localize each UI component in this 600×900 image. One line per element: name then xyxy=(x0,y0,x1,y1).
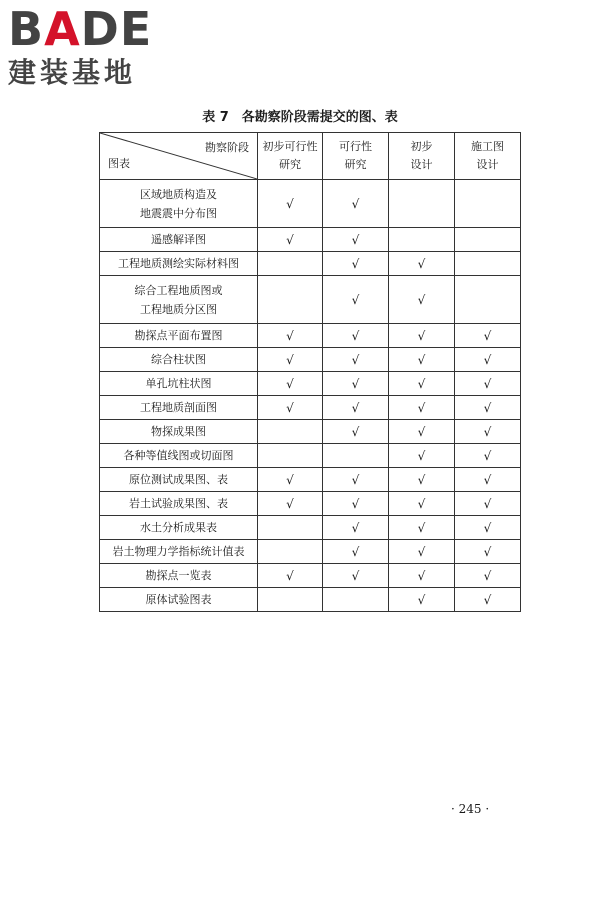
check-cell xyxy=(258,588,323,612)
check-cell: √ xyxy=(389,516,455,540)
table-row xyxy=(100,228,521,252)
corner-stage-label: 勘察阶段 xyxy=(205,141,249,154)
row-label xyxy=(100,468,258,492)
table-row xyxy=(100,324,521,348)
check-cell: √ xyxy=(389,348,455,372)
check-cell: √ xyxy=(389,396,455,420)
check-cell: √ xyxy=(389,372,455,396)
check-cell: √ xyxy=(258,396,323,420)
check-cell: √ xyxy=(389,276,455,324)
check-cell xyxy=(389,180,455,228)
check-cell: √ xyxy=(323,228,389,252)
check-cell: √ xyxy=(323,180,389,228)
table-row xyxy=(100,564,521,588)
check-cell: √ xyxy=(258,180,323,228)
check-cell: √ xyxy=(323,276,389,324)
check-cell xyxy=(258,444,323,468)
check-cell: √ xyxy=(258,372,323,396)
check-cell: √ xyxy=(323,348,389,372)
row-label-line: 岩土物理力学指标统计值表 xyxy=(112,545,245,558)
row-label xyxy=(100,420,258,444)
table-row xyxy=(100,252,521,276)
check-cell: √ xyxy=(323,540,389,564)
logo-wordmark: BADE xyxy=(8,2,153,56)
stage-header xyxy=(323,133,389,180)
table-row xyxy=(100,516,521,540)
check-cell: √ xyxy=(455,396,521,420)
check-cell xyxy=(323,444,389,468)
check-cell: √ xyxy=(455,420,521,444)
row-label xyxy=(100,588,258,612)
check-cell: √ xyxy=(258,564,323,588)
row-label-line: 原体试验图表 xyxy=(145,593,212,606)
row-label-line: 综合工程地质图或 xyxy=(134,283,223,297)
check-cell xyxy=(258,252,323,276)
row-label-line: 原位测试成果图、表 xyxy=(129,473,228,486)
row-label xyxy=(100,396,258,420)
row-label-line: 遥感解译图 xyxy=(151,233,206,246)
row-label-line: 工程地质分区图 xyxy=(140,302,217,316)
table-row xyxy=(100,540,521,564)
check-cell: √ xyxy=(389,444,455,468)
table-row xyxy=(100,396,521,420)
check-cell: √ xyxy=(455,492,521,516)
row-label xyxy=(100,228,258,252)
row-label xyxy=(100,276,258,324)
check-cell: √ xyxy=(389,252,455,276)
check-cell: √ xyxy=(323,516,389,540)
check-cell xyxy=(389,228,455,252)
row-label xyxy=(100,372,258,396)
check-cell: √ xyxy=(323,468,389,492)
table-row xyxy=(100,468,521,492)
check-cell: √ xyxy=(455,468,521,492)
deliverables-table xyxy=(99,132,521,612)
row-label-line: 工程地质测绘实际材料图 xyxy=(118,257,239,270)
row-label xyxy=(100,444,258,468)
check-cell: √ xyxy=(389,420,455,444)
row-label xyxy=(100,564,258,588)
check-cell xyxy=(258,540,323,564)
check-cell: √ xyxy=(389,540,455,564)
check-cell: √ xyxy=(455,540,521,564)
row-label-line: 区域地质构造及 xyxy=(140,187,217,201)
table-corner-header xyxy=(100,133,258,180)
row-label-line: 各种等值线图或切面图 xyxy=(123,449,234,462)
check-cell: √ xyxy=(258,228,323,252)
check-cell: √ xyxy=(258,468,323,492)
table-row xyxy=(100,348,521,372)
check-cell xyxy=(455,252,521,276)
row-label-line: 岩土试验成果图、表 xyxy=(129,497,228,510)
stage-header-line: 初步可行性 xyxy=(262,140,318,153)
table-row xyxy=(100,444,521,468)
check-cell: √ xyxy=(455,372,521,396)
table-row xyxy=(100,276,521,324)
check-cell: √ xyxy=(389,468,455,492)
check-cell: √ xyxy=(258,348,323,372)
check-cell: √ xyxy=(323,420,389,444)
stage-header-line: 研究 xyxy=(279,158,301,171)
stage-header xyxy=(389,133,455,180)
stage-header-line: 设计 xyxy=(476,158,499,171)
row-label-line: 综合柱状图 xyxy=(151,353,206,366)
table-row xyxy=(100,180,521,228)
check-cell: √ xyxy=(389,588,455,612)
check-cell: √ xyxy=(258,324,323,348)
check-cell: √ xyxy=(455,348,521,372)
check-cell: √ xyxy=(389,324,455,348)
row-label xyxy=(100,516,258,540)
table-row xyxy=(100,588,521,612)
check-cell: √ xyxy=(389,492,455,516)
row-label-line: 单孔坑柱状图 xyxy=(145,377,212,390)
table-row xyxy=(100,420,521,444)
check-cell: √ xyxy=(455,324,521,348)
table-row xyxy=(100,492,521,516)
stage-header-line: 初步 xyxy=(410,140,433,153)
check-cell: √ xyxy=(323,252,389,276)
check-cell: √ xyxy=(323,396,389,420)
check-cell xyxy=(258,276,323,324)
row-label xyxy=(100,540,258,564)
row-label xyxy=(100,348,258,372)
check-cell xyxy=(455,228,521,252)
page-number: · 245 · xyxy=(451,802,490,816)
check-cell: √ xyxy=(389,564,455,588)
row-label-line: 勘探点平面布置图 xyxy=(134,329,223,342)
row-label-line: 水土分析成果表 xyxy=(140,521,217,534)
stage-header xyxy=(455,133,521,180)
check-cell: √ xyxy=(455,444,521,468)
check-cell: √ xyxy=(323,372,389,396)
stage-header-line: 施工图 xyxy=(471,140,504,153)
stage-header-line: 可行性 xyxy=(339,140,372,153)
check-cell xyxy=(455,276,521,324)
stage-header xyxy=(258,133,323,180)
row-label-line: 工程地质剖面图 xyxy=(140,401,217,414)
row-label xyxy=(100,324,258,348)
row-label-line: 地震震中分布图 xyxy=(140,206,217,220)
check-cell xyxy=(323,588,389,612)
check-cell: √ xyxy=(455,588,521,612)
table-caption: 表 7 各勘察阶段需提交的图、表 xyxy=(202,110,398,125)
row-label xyxy=(100,180,258,228)
stage-header-line: 研究 xyxy=(344,158,367,171)
table-row xyxy=(100,372,521,396)
check-cell: √ xyxy=(455,564,521,588)
row-label-line: 勘探点一览表 xyxy=(145,569,212,582)
check-cell xyxy=(258,420,323,444)
check-cell: √ xyxy=(323,492,389,516)
brand-logo xyxy=(8,2,153,90)
row-label xyxy=(100,252,258,276)
check-cell: √ xyxy=(258,492,323,516)
check-cell: √ xyxy=(323,324,389,348)
row-label xyxy=(100,492,258,516)
row-label-line: 物探成果图 xyxy=(151,425,206,438)
check-cell: √ xyxy=(323,564,389,588)
corner-chart-label: 图表 xyxy=(108,157,130,170)
check-cell xyxy=(258,516,323,540)
stage-header-line: 设计 xyxy=(410,158,433,171)
check-cell: √ xyxy=(455,516,521,540)
logo-subtitle: 建装基地 xyxy=(8,56,137,89)
check-cell xyxy=(455,180,521,228)
